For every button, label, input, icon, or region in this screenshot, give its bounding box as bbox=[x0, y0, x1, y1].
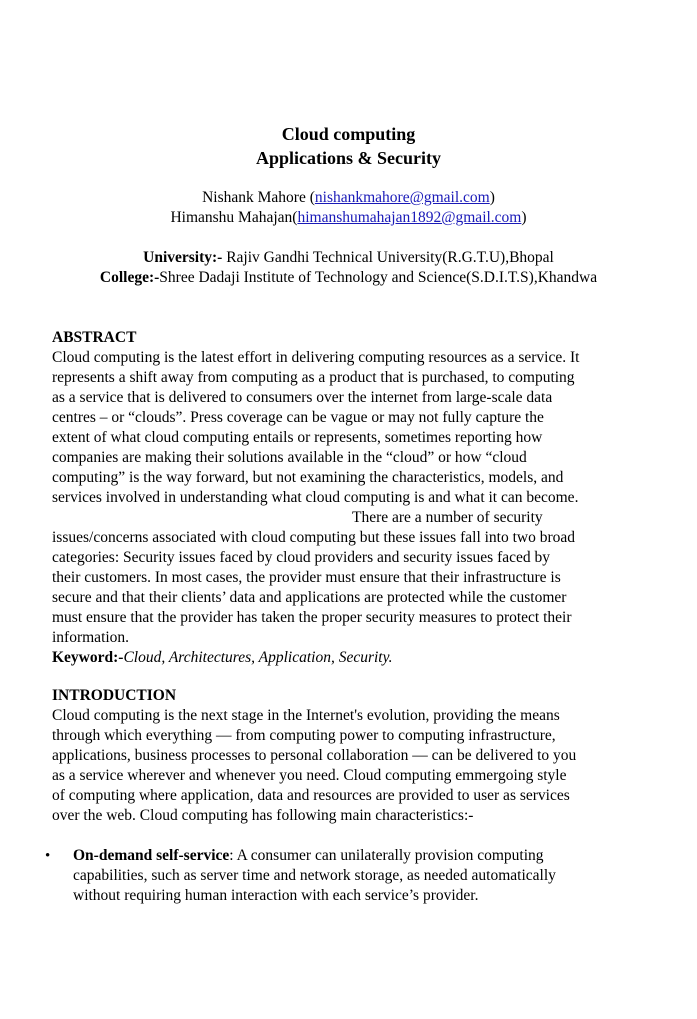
abstract-line: must ensure that the provider has taken the proper security measures to protect their bbox=[52, 609, 572, 626]
list-item-line: capabilities, such as server time and network storage, as needed automatically bbox=[73, 867, 556, 884]
keywords-label: Keyword:- bbox=[52, 649, 124, 666]
introduction-line: over the web. Cloud computing has following main characteristics:- bbox=[52, 807, 474, 824]
author-2-email-link[interactable]: himanshumahajan1892@gmail.com bbox=[297, 209, 522, 226]
bullet-icon: • bbox=[45, 848, 51, 864]
abstract-line: represents a shift away from computing as a product that is purchased, to computing bbox=[52, 369, 575, 386]
abstract-section bbox=[52, 328, 652, 668]
introduction-line: as a service wherever and whenever you need. Cloud computing emmergoing style bbox=[52, 767, 567, 784]
abstract-line: Cloud computing is the latest effort in delivering computing resources as a service. It bbox=[52, 349, 580, 366]
introduction-section bbox=[52, 686, 652, 826]
abstract-line: computing” is the way forward, but not examining the characteristics, models, and bbox=[52, 469, 564, 486]
paper-title-line1: Cloud computing bbox=[281, 124, 416, 144]
author-1-open: ( bbox=[305, 189, 315, 206]
author-2-open: ( bbox=[292, 209, 298, 226]
list-item-line: without requiring human interaction with each service’s provider. bbox=[73, 887, 479, 904]
author-1-close: ) bbox=[489, 189, 495, 206]
list-item-text: : A consumer can unilaterally provision computing bbox=[229, 847, 544, 864]
abstract-line: their customers. In most cases, the provider must ensure that their infrastructure is bbox=[52, 569, 561, 586]
abstract-line: as a service that is delivered to consumers over the internet from large-scale data bbox=[52, 389, 553, 406]
author-1-email-link[interactable]: nishankmahore@gmail.com bbox=[314, 189, 490, 206]
introduction-line: through which everything — from computing power to computing infrastructure, bbox=[52, 727, 556, 744]
keywords-value: Cloud, Architectures, Application, Security. bbox=[123, 649, 393, 666]
abstract-heading: ABSTRACT bbox=[52, 329, 137, 346]
introduction-line: applications, business processes to personal collaboration — can be delivered to you bbox=[52, 747, 577, 764]
author-2-close: ) bbox=[521, 209, 527, 226]
paper-title-line2: Applications & Security bbox=[255, 148, 441, 168]
abstract-line: services involved in understanding what cloud computing is and what it can become. bbox=[52, 489, 579, 506]
author-1 bbox=[0, 188, 697, 208]
college-line bbox=[0, 268, 697, 288]
author-1-name: Nishank Mahore bbox=[202, 189, 306, 206]
abstract-line: categories: Security issues faced by cloud providers and security issues faced by bbox=[52, 549, 550, 566]
abstract-line: centres – or “clouds”. Press coverage can be vague or may not fully capture the bbox=[52, 409, 544, 426]
list-item-term: On-demand self-service bbox=[73, 847, 230, 864]
abstract-line: extent of what cloud computing entails or represents, sometimes reporting how bbox=[52, 429, 543, 446]
author-2-name: Himanshu Mahajan bbox=[170, 209, 293, 226]
introduction-heading: INTRODUCTION bbox=[52, 687, 177, 704]
abstract-line: information. bbox=[52, 629, 130, 646]
abstract-line: secure and that their clients’ data and applications are protected while the customer bbox=[52, 589, 567, 606]
abstract-line: issues/concerns associated with cloud computing but these issues fall into two broad bbox=[52, 529, 576, 546]
author-2 bbox=[0, 208, 697, 228]
introduction-line: Cloud computing is the next stage in the Internet's evolution, providing the means bbox=[52, 707, 560, 724]
list-item bbox=[73, 846, 653, 906]
college-value: Shree Dadaji Institute of Technology and Science(S.D.I.T.S),Khandwa bbox=[159, 269, 598, 286]
university-label: University:- bbox=[143, 249, 223, 266]
university-line bbox=[0, 248, 697, 268]
introduction-line: of computing where application, data and resources are provided to user as services bbox=[52, 787, 570, 804]
abstract-line: companies are making their solutions available in the “cloud” or how “cloud bbox=[52, 449, 527, 466]
college-label: College:- bbox=[99, 269, 160, 286]
keywords-line bbox=[52, 648, 652, 668]
list-item-line bbox=[73, 846, 653, 866]
abstract-line-indented: There are a number of security bbox=[352, 509, 543, 526]
university-value: Rajiv Gandhi Technical University(R.G.T.U),Bhopal bbox=[222, 249, 554, 266]
